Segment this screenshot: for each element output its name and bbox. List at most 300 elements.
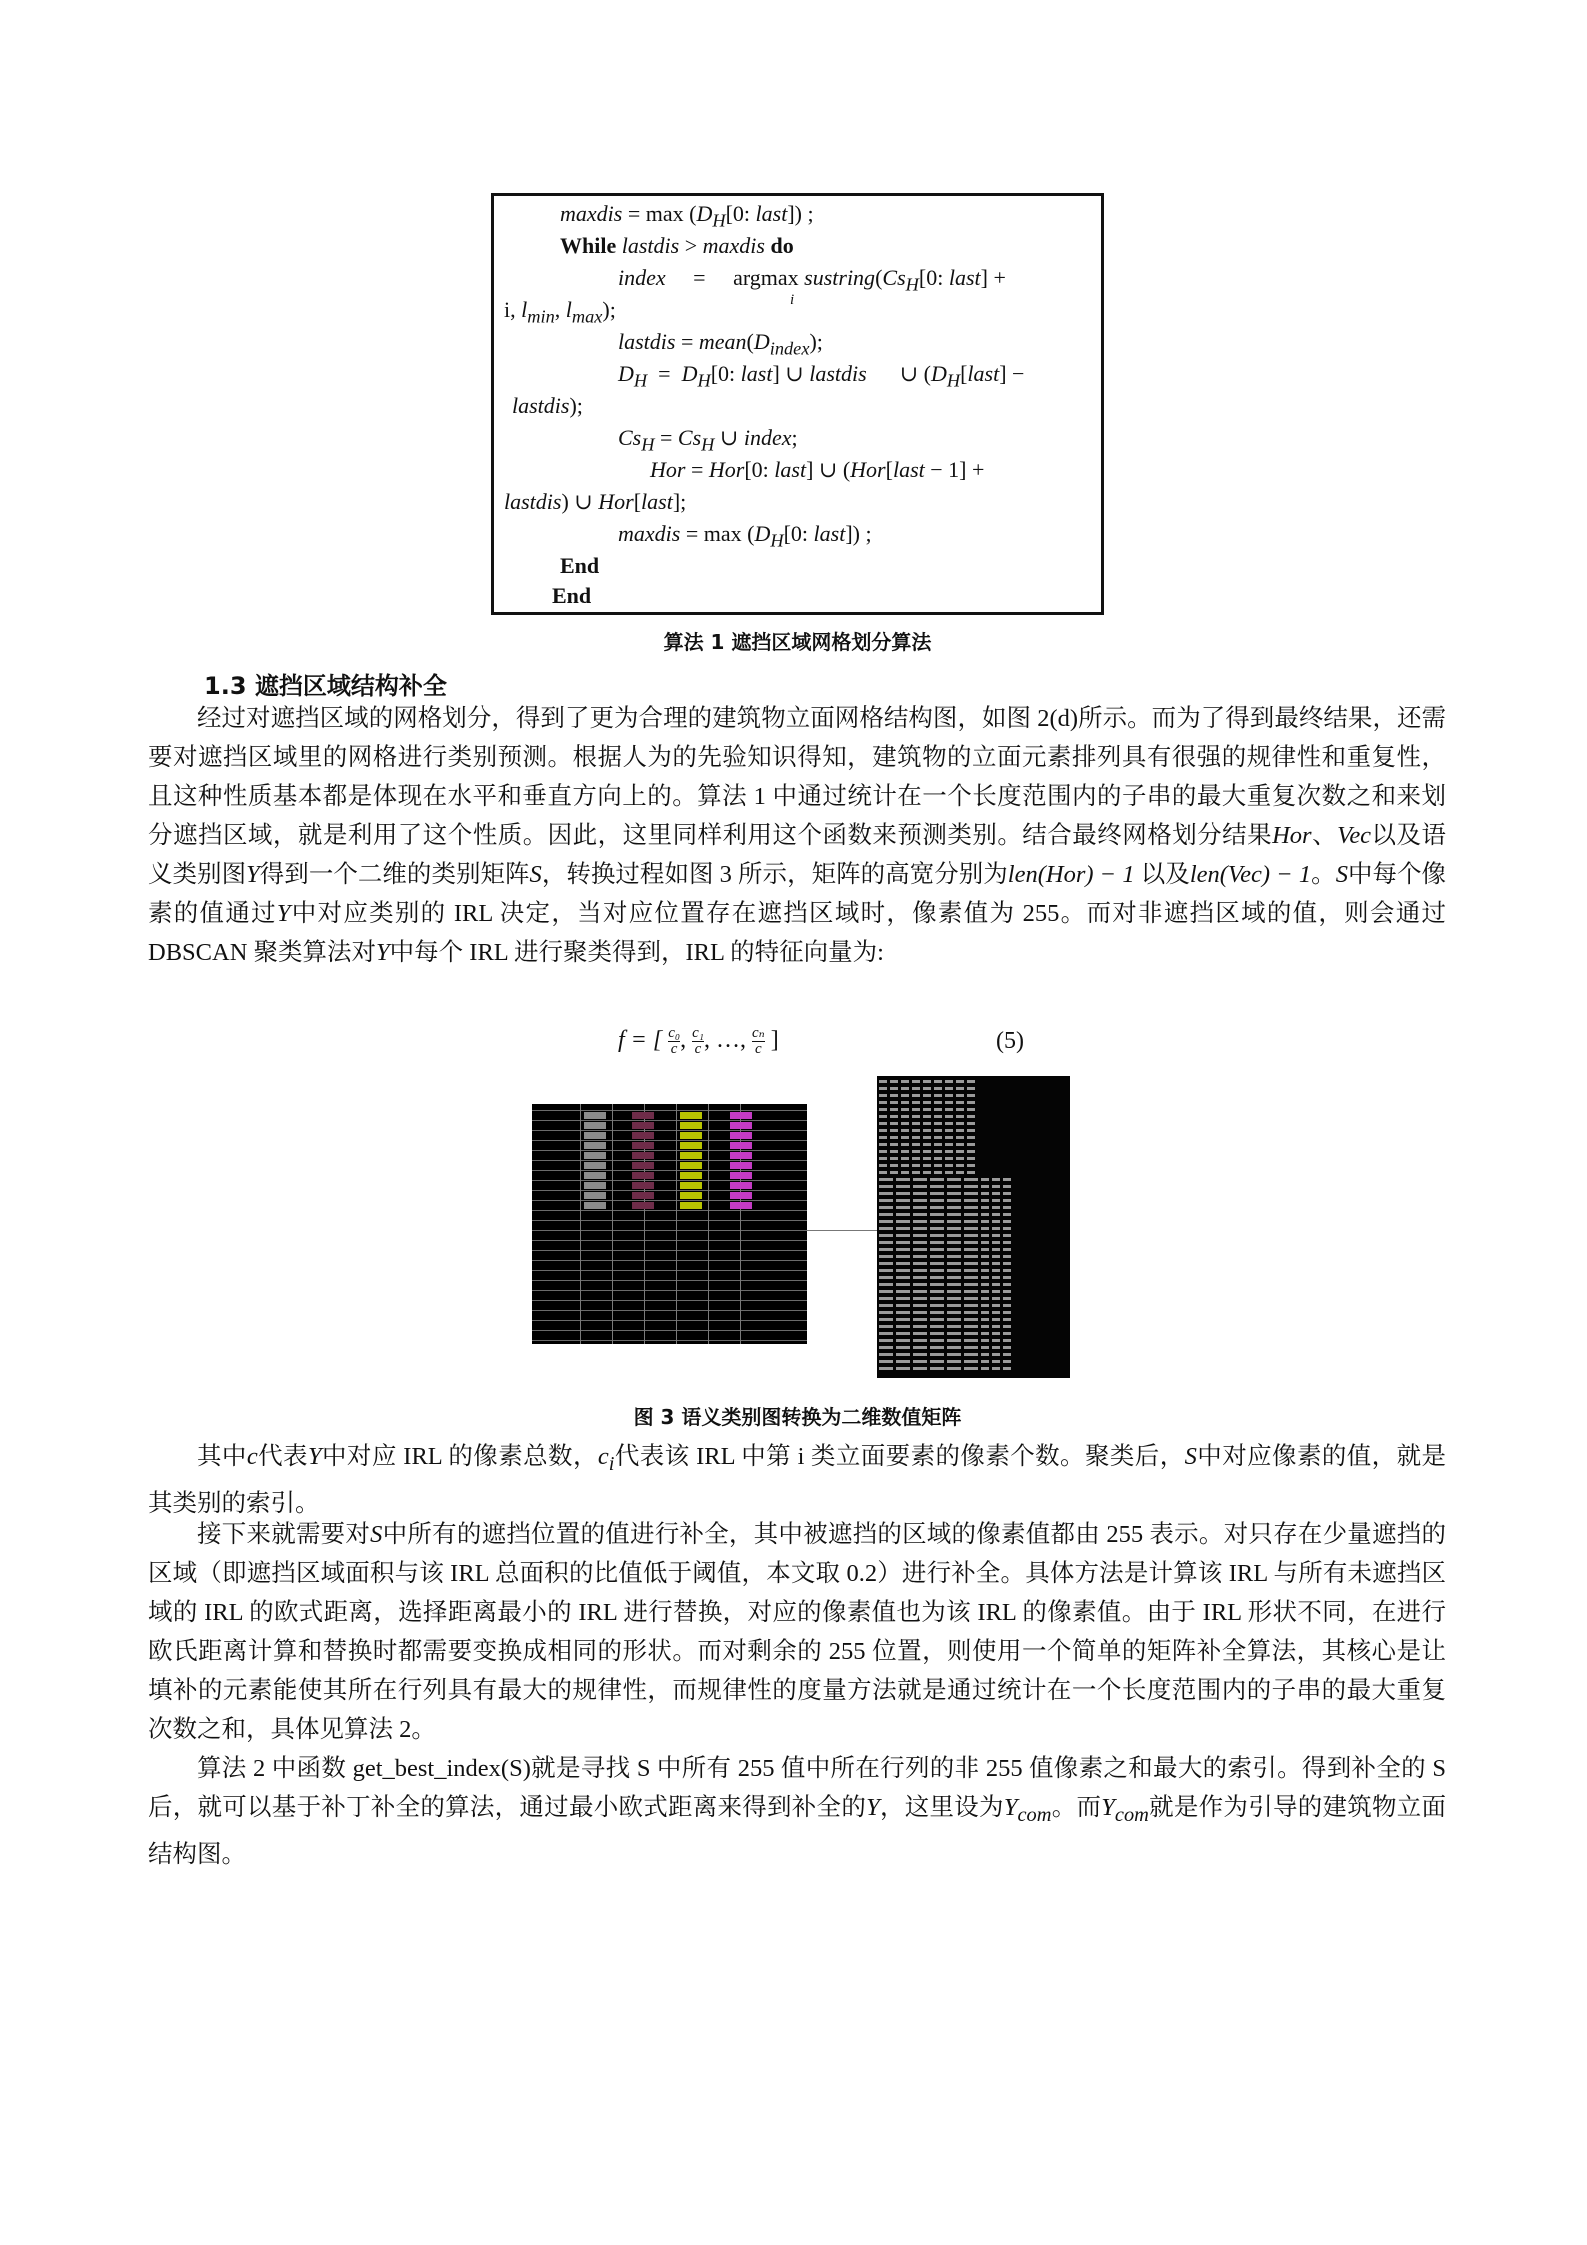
- grid-column-line: [644, 1104, 645, 1344]
- facade-element-cell: [730, 1132, 752, 1139]
- matrix-value: [947, 1304, 961, 1307]
- matrix-value: [956, 1101, 964, 1104]
- matrix-value: [956, 1115, 964, 1118]
- matrix-value: [981, 1360, 989, 1363]
- matrix-value: [956, 1157, 964, 1160]
- facade-element-cell: [584, 1162, 606, 1169]
- grid-row-line: [532, 1120, 807, 1121]
- grid-column-line: [580, 1104, 581, 1344]
- matrix-value: [981, 1332, 989, 1335]
- matrix-value: [956, 1080, 964, 1083]
- matrix-value: [879, 1262, 893, 1265]
- matrix-value: [956, 1129, 964, 1132]
- matrix-value: [934, 1164, 942, 1167]
- matrix-value: [879, 1143, 887, 1146]
- matrix-value: [992, 1339, 1000, 1342]
- matrix-value: [879, 1164, 887, 1167]
- paragraph-4: 算法 2 中函数 get_best_index(S)就是寻找 S 中所有 255 值中所在行列的非 255 值像素之和最大的索引。得到补全的 S 后，就可以基于补丁补全的算法，通过最小欧式距离来得到补全的Y，这里设为$Y_{com}$。而$Y_{com}$就是作为引导的建筑物立面结构图。: [148, 1755, 1447, 1868]
- matrix-value: [992, 1318, 1000, 1321]
- matrix-value: [890, 1080, 898, 1083]
- algo-line-1: maxdis = $\max (D_H[0$: last]) ;: [560, 201, 814, 231]
- facade-element-cell: [584, 1152, 606, 1159]
- matrix-value: [964, 1213, 978, 1216]
- facade-element-cell: [584, 1122, 606, 1129]
- matrix-value: [1003, 1255, 1011, 1258]
- matrix-value: [981, 1262, 989, 1265]
- matrix-value: [947, 1332, 961, 1335]
- matrix-value: [912, 1094, 920, 1097]
- facade-element-cell: [730, 1162, 752, 1169]
- matrix-value: [913, 1199, 927, 1202]
- facade-element-cell: [632, 1112, 654, 1119]
- matrix-value: [1003, 1304, 1011, 1307]
- numeric-matrix-image: [877, 1076, 1070, 1378]
- matrix-value: [964, 1367, 978, 1370]
- matrix-value: [1003, 1325, 1011, 1328]
- matrix-value: [930, 1325, 944, 1328]
- matrix-value: [879, 1115, 887, 1118]
- matrix-value: [992, 1367, 1000, 1370]
- algo-line-4: i, $l_{min}$, $l_{max}$);: [504, 297, 616, 327]
- facade-element-cell: [730, 1182, 752, 1189]
- matrix-value: [1003, 1346, 1011, 1349]
- grid-row-line: [532, 1320, 807, 1321]
- matrix-row: [879, 1135, 975, 1140]
- matrix-row: [879, 1366, 1011, 1371]
- matrix-value: [930, 1234, 944, 1237]
- matrix-value: [913, 1276, 927, 1279]
- matrix-value: [879, 1213, 893, 1216]
- grid-row-line: [532, 1270, 807, 1271]
- matrix-value: [896, 1353, 910, 1356]
- matrix-value: [930, 1360, 944, 1363]
- grid-row-line: [532, 1220, 807, 1221]
- matrix-value: [967, 1122, 975, 1125]
- matrix-value: [930, 1269, 944, 1272]
- matrix-value: [945, 1150, 953, 1153]
- matrix-value: [981, 1283, 989, 1286]
- matrix-value: [1003, 1227, 1011, 1230]
- matrix-row: [879, 1086, 975, 1091]
- matrix-value: [964, 1283, 978, 1286]
- matrix-value: [992, 1192, 1000, 1195]
- matrix-value: [913, 1290, 927, 1293]
- matrix-value: [1003, 1199, 1011, 1202]
- matrix-value: [896, 1213, 910, 1216]
- matrix-value: [981, 1325, 989, 1328]
- matrix-value: [947, 1241, 961, 1244]
- matrix-value: [992, 1206, 1000, 1209]
- matrix-value: [1003, 1220, 1011, 1223]
- matrix-value: [967, 1171, 975, 1174]
- matrix-value: [930, 1290, 944, 1293]
- matrix-value: [879, 1192, 893, 1195]
- matrix-value: [923, 1136, 931, 1139]
- matrix-value: [981, 1248, 989, 1251]
- matrix-value: [1003, 1290, 1011, 1293]
- matrix-row: [879, 1149, 975, 1154]
- matrix-value: [964, 1332, 978, 1335]
- matrix-value: [1003, 1353, 1011, 1356]
- matrix-value: [913, 1283, 927, 1286]
- matrix-value: [930, 1339, 944, 1342]
- algo-line-13: End: [552, 583, 592, 608]
- matrix-value: [981, 1269, 989, 1272]
- matrix-value: [879, 1094, 887, 1097]
- matrix-value: [992, 1255, 1000, 1258]
- matrix-value: [981, 1185, 989, 1188]
- matrix-value: [879, 1339, 893, 1342]
- facade-element-cell: [680, 1182, 702, 1189]
- matrix-value: [981, 1241, 989, 1244]
- matrix-value: [890, 1157, 898, 1160]
- matrix-value: [981, 1206, 989, 1209]
- matrix-value: [992, 1241, 1000, 1244]
- matrix-value: [879, 1129, 887, 1132]
- matrix-value: [896, 1220, 910, 1223]
- matrix-value: [901, 1129, 909, 1132]
- matrix-value: [967, 1164, 975, 1167]
- matrix-value: [1003, 1234, 1011, 1237]
- facade-element-cell: [730, 1202, 752, 1209]
- grid-row-line: [532, 1130, 807, 1131]
- algo-line-12: End: [560, 553, 600, 578]
- matrix-value: [879, 1206, 893, 1209]
- matrix-value: [992, 1185, 1000, 1188]
- matrix-value: [913, 1311, 927, 1314]
- matrix-value: [934, 1150, 942, 1153]
- matrix-value: [912, 1129, 920, 1132]
- facade-element-cell: [632, 1192, 654, 1199]
- matrix-value: [930, 1276, 944, 1279]
- matrix-value: [879, 1108, 887, 1111]
- matrix-value: [879, 1122, 887, 1125]
- matrix-value: [964, 1192, 978, 1195]
- matrix-value: [930, 1178, 944, 1181]
- paragraph-1: 经过对遮挡区域的网格划分，得到了更为合理的建筑物立面网格结构图，如图 2(d)所示。而为了得到最终结果，还需要对遮挡区域里的网格进行类别预测。根据人为的先验知识得知，建筑物的立面元素排列具有很强的规律性和重复性，且这种性质基本都是体现在水平和垂直方向上的。算法 1 中通过统计在一个长度范围内的子串的最大重复次数之和来划分遮挡区域，就是利用了这个性质。因此，这里同样利用这个函数来预测类别。结合最终网格划分结果Hor、Vec以及语义类别图Y得到一个二维的类别矩阵S，转换过程如图 3 所示，矩阵的高宽分别为len(Hor) − 1 以及len(Vec) − 1。S中每个像素的值通过Y中对应类别的 IRL 决定，当对应位置存在遮挡区域时，像素值为 255。而对非遮挡区域的值，则会通过 DBSCAN 聚类算法对Y中每个 IRL 进行聚类得到，IRL 的特征向量为:: [148, 705, 1447, 966]
- facade-element-cell: [680, 1112, 702, 1119]
- matrix-value: [913, 1255, 927, 1258]
- matrix-value: [930, 1367, 944, 1370]
- matrix-value: [981, 1353, 989, 1356]
- matrix-value: [992, 1269, 1000, 1272]
- matrix-value: [1003, 1262, 1011, 1265]
- matrix-value: [890, 1171, 898, 1174]
- matrix-value: [1003, 1367, 1011, 1370]
- facade-element-cell: [730, 1142, 752, 1149]
- matrix-value: [923, 1087, 931, 1090]
- matrix-value: [896, 1297, 910, 1300]
- algo-argmax-sub: i: [790, 292, 795, 308]
- matrix-value: [879, 1241, 893, 1244]
- matrix-value: [879, 1178, 893, 1181]
- matrix-value: [945, 1115, 953, 1118]
- matrix-value: [913, 1248, 927, 1251]
- matrix-value: [912, 1171, 920, 1174]
- facade-element-cell: [632, 1172, 654, 1179]
- matrix-row: [879, 1128, 975, 1133]
- facade-element-cell: [730, 1112, 752, 1119]
- facade-element-cell: [680, 1202, 702, 1209]
- matrix-value: [967, 1080, 975, 1083]
- matrix-value: [896, 1311, 910, 1314]
- matrix-value: [913, 1367, 927, 1370]
- matrix-value: [923, 1129, 931, 1132]
- matrix-row: [879, 1275, 1011, 1280]
- matrix-row: [879, 1156, 975, 1161]
- grid-row-line: [532, 1160, 807, 1161]
- matrix-row: [879, 1121, 975, 1126]
- facade-element-cell: [680, 1142, 702, 1149]
- matrix-value: [890, 1164, 898, 1167]
- matrix-value: [890, 1150, 898, 1153]
- matrix-value: [947, 1248, 961, 1251]
- matrix-value: [923, 1101, 931, 1104]
- algo-line-5: lastdis = $mean(D_{index})$;: [618, 329, 823, 359]
- matrix-row: [879, 1184, 1011, 1189]
- grid-row-line: [532, 1250, 807, 1251]
- matrix-value: [992, 1262, 1000, 1265]
- matrix-value: [992, 1325, 1000, 1328]
- matrix-value: [964, 1241, 978, 1244]
- matrix-value: [947, 1185, 961, 1188]
- matrix-value: [967, 1101, 975, 1104]
- matrix-value: [930, 1220, 944, 1223]
- matrix-value: [913, 1178, 927, 1181]
- paragraph-3: 接下来就需要对S中所有的遮挡位置的值进行补全，其中被遮挡的区域的像素值都由 255 表示。对只存在少量遮挡的区域（即遮挡区域面积与该 IRL 总面积的比值低于阈值，本文取 0.2）进行补全。具体方法是计算该 IRL 与所有未遮挡区域的 IRL 的欧式距离，选择距离最小的 IRL 进行替换，对应的像素值也为该 IRL 的像素值。由于 IRL 形状不同，在进行欧氏距离计算和替换时都需要变换成相同的形状。而对剩余的 255 位置，则使用一个简单的矩阵补全算法，其核心是让填补的元素能使其所在行列具有最大的规律性，而规律性的度量方法就是通过统计在一个长度范围内的子串的最大重复次数之和，具体见算法 2。: [148, 1521, 1447, 1743]
- matrix-value: [1003, 1241, 1011, 1244]
- matrix-value: [992, 1234, 1000, 1237]
- matrix-value: [879, 1304, 893, 1307]
- matrix-value: [901, 1171, 909, 1174]
- matrix-value: [879, 1353, 893, 1356]
- facade-element-cell: [632, 1132, 654, 1139]
- matrix-value: [879, 1283, 893, 1286]
- matrix-value: [930, 1248, 944, 1251]
- matrix-value: [913, 1318, 927, 1321]
- matrix-value: [981, 1276, 989, 1279]
- matrix-value: [930, 1297, 944, 1300]
- matrix-value: [981, 1297, 989, 1300]
- matrix-value: [967, 1157, 975, 1160]
- matrix-value: [912, 1136, 920, 1139]
- matrix-value: [912, 1164, 920, 1167]
- facade-element-cell: [680, 1152, 702, 1159]
- matrix-value: [945, 1087, 953, 1090]
- matrix-value: [945, 1129, 953, 1132]
- matrix-value: [934, 1115, 942, 1118]
- matrix-value: [992, 1360, 1000, 1363]
- matrix-value: [964, 1269, 978, 1272]
- grid-row-line: [532, 1240, 807, 1241]
- matrix-value: [1003, 1178, 1011, 1181]
- matrix-value: [934, 1087, 942, 1090]
- matrix-value: [992, 1332, 1000, 1335]
- matrix-value: [901, 1150, 909, 1153]
- matrix-value: [964, 1255, 978, 1258]
- matrix-value: [896, 1283, 910, 1286]
- facade-element-cell: [632, 1162, 654, 1169]
- matrix-value: [896, 1346, 910, 1349]
- matrix-value: [947, 1255, 961, 1258]
- section-heading: 1.3 遮挡区域结构补全: [204, 672, 447, 700]
- matrix-value: [981, 1339, 989, 1342]
- matrix-value: [890, 1136, 898, 1139]
- matrix-value: [992, 1297, 1000, 1300]
- matrix-value: [947, 1227, 961, 1230]
- grid-row-line: [532, 1190, 807, 1191]
- facade-element-cell: [730, 1192, 752, 1199]
- matrix-value: [896, 1332, 910, 1335]
- matrix-value: [945, 1122, 953, 1125]
- matrix-row: [879, 1247, 1011, 1252]
- matrix-value: [923, 1094, 931, 1097]
- matrix-value: [896, 1276, 910, 1279]
- algo-line-10: lastdis) ∪ Hor[last];: [504, 489, 687, 514]
- grid-row-line: [532, 1140, 807, 1141]
- matrix-row: [879, 1289, 1011, 1294]
- matrix-row: [879, 1240, 1011, 1245]
- matrix-value: [981, 1255, 989, 1258]
- matrix-value: [956, 1136, 964, 1139]
- matrix-value: [945, 1136, 953, 1139]
- feature-vector-formula: f = [ $\frac{\text{c₀}}{c}$, $\frac{\text{c₁}}{c}$, …, $\frac{\text{cₙ}}{c}$ ]: [618, 1025, 779, 1057]
- matrix-value: [964, 1185, 978, 1188]
- matrix-value: [896, 1185, 910, 1188]
- matrix-value: [930, 1332, 944, 1335]
- grid-row-line: [532, 1290, 807, 1291]
- matrix-value: [890, 1143, 898, 1146]
- matrix-value: [896, 1360, 910, 1363]
- matrix-value: [896, 1367, 910, 1370]
- grid-row-line: [532, 1310, 807, 1311]
- matrix-value: [923, 1171, 931, 1174]
- matrix-value: [947, 1339, 961, 1342]
- matrix-value: [992, 1283, 1000, 1286]
- matrix-value: [879, 1367, 893, 1370]
- grid-row-line: [532, 1340, 807, 1341]
- matrix-value: [896, 1304, 910, 1307]
- grid-row-line: [532, 1300, 807, 1301]
- matrix-value: [879, 1220, 893, 1223]
- matrix-value: [964, 1206, 978, 1209]
- semantic-class-map: [532, 1104, 807, 1344]
- matrix-value: [901, 1136, 909, 1139]
- facade-element-cell: [584, 1172, 606, 1179]
- matrix-value: [896, 1178, 910, 1181]
- matrix-row: [879, 1205, 1011, 1210]
- matrix-value: [923, 1164, 931, 1167]
- facade-element-cell: [584, 1192, 606, 1199]
- matrix-value: [956, 1108, 964, 1111]
- matrix-value: [947, 1297, 961, 1300]
- matrix-value: [992, 1227, 1000, 1230]
- facade-element-cell: [584, 1142, 606, 1149]
- matrix-value: [896, 1325, 910, 1328]
- matrix-value: [967, 1129, 975, 1132]
- matrix-value: [930, 1318, 944, 1321]
- matrix-value: [1003, 1276, 1011, 1279]
- matrix-value: [879, 1171, 887, 1174]
- matrix-value: [981, 1318, 989, 1321]
- grid-column-line: [612, 1104, 613, 1344]
- matrix-value: [945, 1143, 953, 1146]
- matrix-row: [879, 1163, 975, 1168]
- algo-line-3: index = argmax $sustring(Cs_H[0$: last] +: [618, 265, 1006, 295]
- matrix-value: [896, 1241, 910, 1244]
- matrix-value: [956, 1122, 964, 1125]
- matrix-value: [913, 1220, 927, 1223]
- matrix-value: [947, 1192, 961, 1195]
- grid-column-line: [676, 1104, 677, 1344]
- matrix-value: [945, 1094, 953, 1097]
- matrix-value: [947, 1353, 961, 1356]
- matrix-value: [964, 1276, 978, 1279]
- matrix-value: [879, 1199, 893, 1202]
- matrix-value: [912, 1143, 920, 1146]
- matrix-value: [879, 1157, 887, 1160]
- matrix-value: [956, 1171, 964, 1174]
- matrix-value: [934, 1157, 942, 1160]
- matrix-value: [913, 1297, 927, 1300]
- matrix-value: [901, 1143, 909, 1146]
- matrix-value: [890, 1122, 898, 1125]
- matrix-value: [945, 1080, 953, 1083]
- matrix-value: [981, 1213, 989, 1216]
- matrix-value: [992, 1248, 1000, 1251]
- matrix-value: [956, 1087, 964, 1090]
- facade-element-cell: [730, 1172, 752, 1179]
- matrix-value: [930, 1304, 944, 1307]
- facade-element-cell: [584, 1182, 606, 1189]
- matrix-value: [879, 1311, 893, 1314]
- matrix-value: [923, 1150, 931, 1153]
- matrix-value: [967, 1143, 975, 1146]
- matrix-value: [896, 1290, 910, 1293]
- matrix-value: [964, 1311, 978, 1314]
- matrix-value: [896, 1262, 910, 1265]
- matrix-row: [879, 1338, 1011, 1343]
- matrix-value: [913, 1346, 927, 1349]
- matrix-value: [1003, 1248, 1011, 1251]
- matrix-row: [879, 1170, 975, 1175]
- matrix-value: [896, 1199, 910, 1202]
- matrix-value: [930, 1311, 944, 1314]
- facade-element-cell: [730, 1152, 752, 1159]
- matrix-value: [896, 1318, 910, 1321]
- matrix-value: [1003, 1318, 1011, 1321]
- matrix-value: [981, 1311, 989, 1314]
- matrix-value: [879, 1290, 893, 1293]
- matrix-value: [912, 1150, 920, 1153]
- matrix-value: [981, 1178, 989, 1181]
- grid-column-line: [740, 1104, 741, 1344]
- matrix-value: [923, 1115, 931, 1118]
- matrix-value: [964, 1304, 978, 1307]
- matrix-value: [896, 1248, 910, 1251]
- matrix-row: [879, 1254, 1011, 1259]
- algo-line-6: $D_H = D_H[0$: last] ∪ lastdis ∪ ($D_H[last]$ −: [618, 361, 1025, 391]
- grid-column-line: [708, 1104, 709, 1344]
- matrix-row: [879, 1331, 1011, 1336]
- matrix-value: [945, 1157, 953, 1160]
- figure-connector-line: [807, 1230, 877, 1231]
- matrix-value: [964, 1346, 978, 1349]
- facade-element-cell: [680, 1132, 702, 1139]
- matrix-value: [981, 1199, 989, 1202]
- facade-element-cell: [584, 1202, 606, 1209]
- facade-element-cell: [730, 1122, 752, 1129]
